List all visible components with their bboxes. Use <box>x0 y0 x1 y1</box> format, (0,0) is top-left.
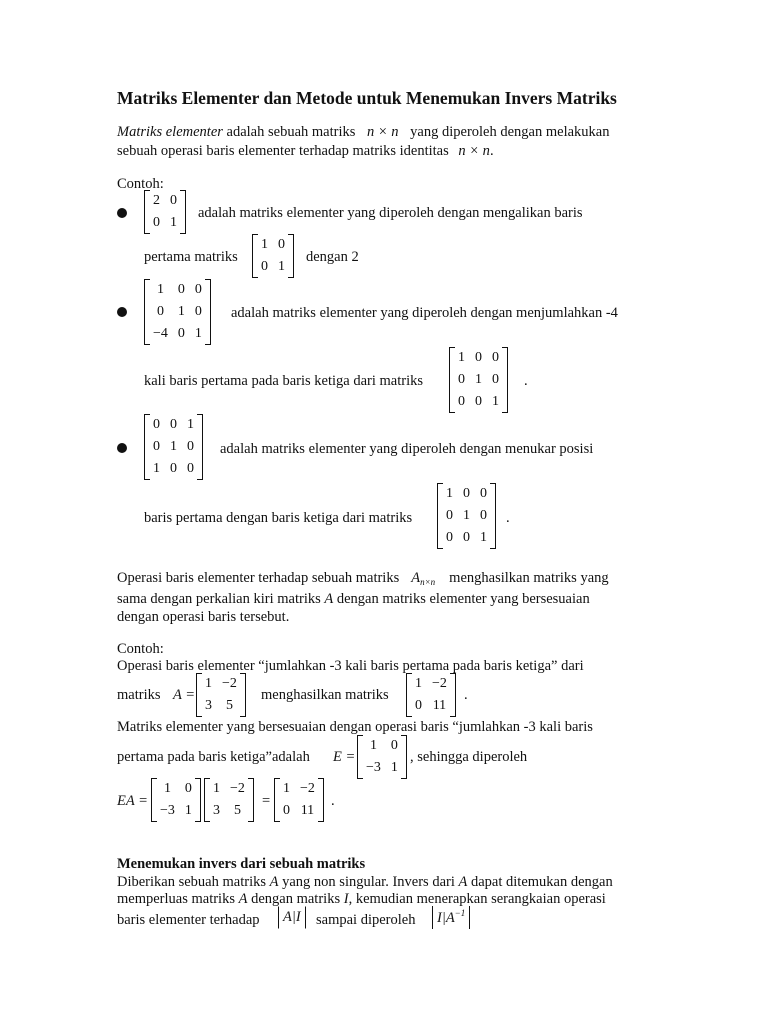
ex3-line2a: baris pertama dengan baris ketiga dari matriks <box>144 510 413 526</box>
matrix-cell: 0 <box>415 698 422 713</box>
s2-l1b: yang non singular. Invers dari <box>278 874 459 890</box>
para2-line-1 <box>117 570 609 587</box>
matrix-cell: 1 <box>187 417 194 432</box>
matrix-cell: 1 <box>261 237 268 252</box>
intro-period: . <box>489 143 494 159</box>
s2-l2c: , kemudian menerapkan serangkaian operasi <box>348 891 606 907</box>
s2-l1a: Diberikan sebuah matriks <box>117 874 270 890</box>
para2-l1b: menghasilkan matriks yang <box>449 570 609 586</box>
left-bracket <box>274 778 280 822</box>
matrix-cell: −2 <box>432 676 447 691</box>
matrix-cell: 0 <box>278 237 285 252</box>
right-bracket <box>490 483 496 549</box>
matrix-ex1 <box>144 190 186 234</box>
matrix-cell: 0 <box>153 417 160 432</box>
matrix-E <box>357 735 407 779</box>
right-bracket <box>195 778 201 822</box>
s2-l1c: dapat ditemukan dengan <box>467 874 613 890</box>
ex4-end: . <box>331 793 335 809</box>
matrix-cell: −2 <box>230 781 245 796</box>
section2-line-1 <box>117 874 613 891</box>
page-title: Matriks Elementer dan Metode untuk Menemukan Invers Matriks <box>117 88 617 108</box>
matrix-ex3-identity <box>437 483 496 549</box>
right-bracket <box>288 234 294 278</box>
matrix-cell: 0 <box>480 486 487 501</box>
matrix-cell: 0 <box>194 304 202 319</box>
matrix-cell: 0 <box>153 215 160 230</box>
para2-line-3: dengan operasi baris tersebut. <box>117 609 290 625</box>
ex3-line2b: . <box>506 510 510 526</box>
matrix-cell: 0 <box>446 530 453 545</box>
ex4-Aeq: A = <box>173 687 196 703</box>
matrix-cell: 0 <box>170 193 177 208</box>
right-bracket <box>318 778 324 822</box>
ex4-line-3: Matriks elementer yang bersesuaian dengan operasi baris “jumlahkan -3 kali baris <box>117 719 593 735</box>
matrix-cell: 1 <box>278 259 285 274</box>
ex4-l2a: matriks <box>117 687 161 703</box>
bullet-icon <box>117 208 127 218</box>
section2-line-2 <box>117 891 606 908</box>
intro-term: Matriks elementer <box>117 124 223 140</box>
para2-l2b: dengan matriks elementer yang bersesuaian <box>333 591 590 607</box>
matrix-cell: 0 <box>170 461 177 476</box>
ex4-line-1: Operasi baris elementer “jumlahkan -3 kali baris pertama pada baris ketiga” dari <box>117 658 584 674</box>
augmented-A-I: A|I <box>278 906 306 929</box>
contoh-label-2: Contoh: <box>117 641 164 657</box>
intro-dim-2: n × n <box>458 143 490 159</box>
augmented-I-Ainv <box>432 906 470 929</box>
matrix-cell: −3 <box>160 803 175 818</box>
matrix-cell: 1 <box>205 676 212 691</box>
matrix-ex2-identity <box>449 347 508 413</box>
matrix-cell: −3 <box>366 760 381 775</box>
matrix-result <box>406 673 456 717</box>
matrix-cell: 1 <box>369 738 377 753</box>
s2-l2b: dengan matriks <box>247 891 344 907</box>
ex2-line2a: kali baris pertama pada baris ketiga dari matriks <box>144 373 424 389</box>
para2-A: A <box>411 570 421 586</box>
section-heading: Menemukan invers dari sebuah matriks <box>117 856 366 872</box>
left-bracket <box>144 190 150 234</box>
matrix-cell: 0 <box>492 372 499 387</box>
matrix-cell: 0 <box>475 350 482 365</box>
matrix-cell: 1 <box>184 803 192 818</box>
left-bracket <box>204 778 210 822</box>
para2-line-2 <box>117 591 590 608</box>
left-bracket <box>406 673 412 717</box>
matrix-cell: 0 <box>177 326 185 341</box>
left-bracket <box>357 735 363 779</box>
matrix-cell: −2 <box>300 781 315 796</box>
matrix-cell: 0 <box>446 508 453 523</box>
right-bracket <box>205 279 211 345</box>
s2-l2I: I <box>343 891 349 907</box>
left-bracket <box>196 673 202 717</box>
aug2-text: I|A <box>437 910 455 926</box>
para2-l1a: Operasi baris elementer terhadap sebuah matriks <box>117 570 400 586</box>
aug2-sup: −1 <box>454 908 466 918</box>
right-bracket <box>450 673 456 717</box>
bullet-icon <box>117 443 127 453</box>
matrix-ex2 <box>144 279 211 345</box>
ex4-EAeq: EA = <box>117 793 148 809</box>
matrix-cell: 0 <box>458 394 465 409</box>
intro-dim: n × n <box>367 124 399 140</box>
intro-line-2-text: sebuah operasi baris elementer terhadap matriks identitas <box>117 143 453 159</box>
left-bracket <box>449 347 455 413</box>
para2-Asub: n×n <box>420 577 436 587</box>
matrix-cell: 11 <box>300 803 315 818</box>
ex1-line2b: dengan 2 <box>306 249 359 265</box>
matrix-cell: 1 <box>415 676 422 691</box>
ex1-line2a: pertama matriks <box>144 249 238 265</box>
matrix-cell: 0 <box>187 461 194 476</box>
right-bracket <box>240 673 246 717</box>
matrix-cell: 1 <box>170 215 177 230</box>
matrix-cell: 1 <box>170 439 177 454</box>
intro-line-1 <box>117 124 609 141</box>
matrix-cell: 1 <box>156 282 164 297</box>
matrix-cell: 0 <box>480 508 487 523</box>
matrix-A-product <box>204 778 254 822</box>
matrix-cell: 0 <box>177 282 185 297</box>
s2-l2A: A <box>238 891 248 907</box>
right-bracket <box>197 414 203 480</box>
para2-l2A: A <box>324 591 334 607</box>
matrix-cell: 0 <box>492 350 499 365</box>
ex4-l2b: menghasilkan matriks <box>261 687 389 703</box>
matrix-cell: 1 <box>446 486 453 501</box>
matrix-cell: 1 <box>177 304 185 319</box>
matrix-cell: 0 <box>463 530 470 545</box>
matrix-cell: 3 <box>213 803 220 818</box>
intro-line-2 <box>117 143 494 160</box>
bullet-icon <box>117 307 127 317</box>
matrix-cell: 0 <box>194 282 202 297</box>
matrix-cell: 1 <box>163 781 171 796</box>
contoh-label-1: Contoh: <box>117 176 164 192</box>
ex4-Eeq: E = <box>333 749 356 765</box>
matrix-cell: 0 <box>153 439 160 454</box>
matrix-cell: 1 <box>458 350 465 365</box>
matrix-cell: 2 <box>153 193 160 208</box>
matrix-cell: 0 <box>187 439 194 454</box>
right-bracket <box>502 347 508 413</box>
matrix-cell: 0 <box>463 486 470 501</box>
matrix-cell: 1 <box>463 508 470 523</box>
s2-l1A2: A <box>458 874 468 890</box>
right-bracket <box>401 735 407 779</box>
matrix-cell: 0 <box>170 417 177 432</box>
right-bracket <box>180 190 186 234</box>
matrix-cell: 0 <box>390 738 398 753</box>
matrix-cell: 1 <box>194 326 202 341</box>
matrix-cell: −2 <box>222 676 237 691</box>
matrix-cell: 1 <box>153 461 160 476</box>
left-bracket <box>252 234 258 278</box>
matrix-cell: 11 <box>432 698 447 713</box>
left-bracket <box>144 279 150 345</box>
matrix-E-product <box>151 778 201 822</box>
matrix-cell: 1 <box>480 530 487 545</box>
matrix-cell: 5 <box>225 698 233 713</box>
matrix-A <box>196 673 246 717</box>
intro-text-1: adalah sebuah matriks <box>222 124 359 140</box>
matrix-cell: 0 <box>475 394 482 409</box>
left-bracket <box>144 414 150 480</box>
left-bracket <box>151 778 157 822</box>
matrix-cell: 0 <box>283 803 290 818</box>
s2-l2a: memperluas matriks <box>117 891 239 907</box>
para2-l2a: sama dengan perkalian kiri matriks <box>117 591 325 607</box>
matrix-cell: 0 <box>458 372 465 387</box>
matrix-ex1-identity <box>252 234 294 278</box>
s2-l1A: A <box>269 874 279 890</box>
matrix-EA-result <box>274 778 324 822</box>
ex4-l4a: pertama pada baris ketiga”adalah <box>117 749 310 765</box>
matrix-cell: 1 <box>283 781 290 796</box>
ex2-text: adalah matriks elementer yang diperoleh dengan menjumlahkan -4 <box>231 305 618 321</box>
matrix-cell: −4 <box>153 326 168 341</box>
matrix-cell: 0 <box>184 781 192 796</box>
right-bracket <box>248 778 254 822</box>
s2-l3b: sampai diperoleh <box>316 912 416 928</box>
ex1-text: adalah matriks elementer yang diperoleh dengan mengalikan baris <box>198 205 583 221</box>
ex4-l2c: . <box>464 687 468 703</box>
intro-text-2: yang diperoleh dengan melakukan <box>406 124 610 140</box>
ex2-line2b: . <box>524 373 528 389</box>
ex4-eq: = <box>262 793 271 809</box>
ex3-text: adalah matriks elementer yang diperoleh dengan menukar posisi <box>220 441 594 457</box>
matrix-cell: 3 <box>205 698 212 713</box>
matrix-cell: 1 <box>492 394 499 409</box>
matrix-cell: 1 <box>213 781 220 796</box>
matrix-cell: 1 <box>475 372 482 387</box>
matrix-cell: 1 <box>390 760 398 775</box>
matrix-cell: 0 <box>156 304 164 319</box>
s2-l3a: baris elementer terhadap <box>117 912 260 928</box>
matrix-cell: 5 <box>233 803 241 818</box>
ex4-l4b: , sehingga diperoleh <box>410 749 528 765</box>
left-bracket <box>437 483 443 549</box>
matrix-ex3 <box>144 414 203 480</box>
matrix-cell: 0 <box>261 259 268 274</box>
